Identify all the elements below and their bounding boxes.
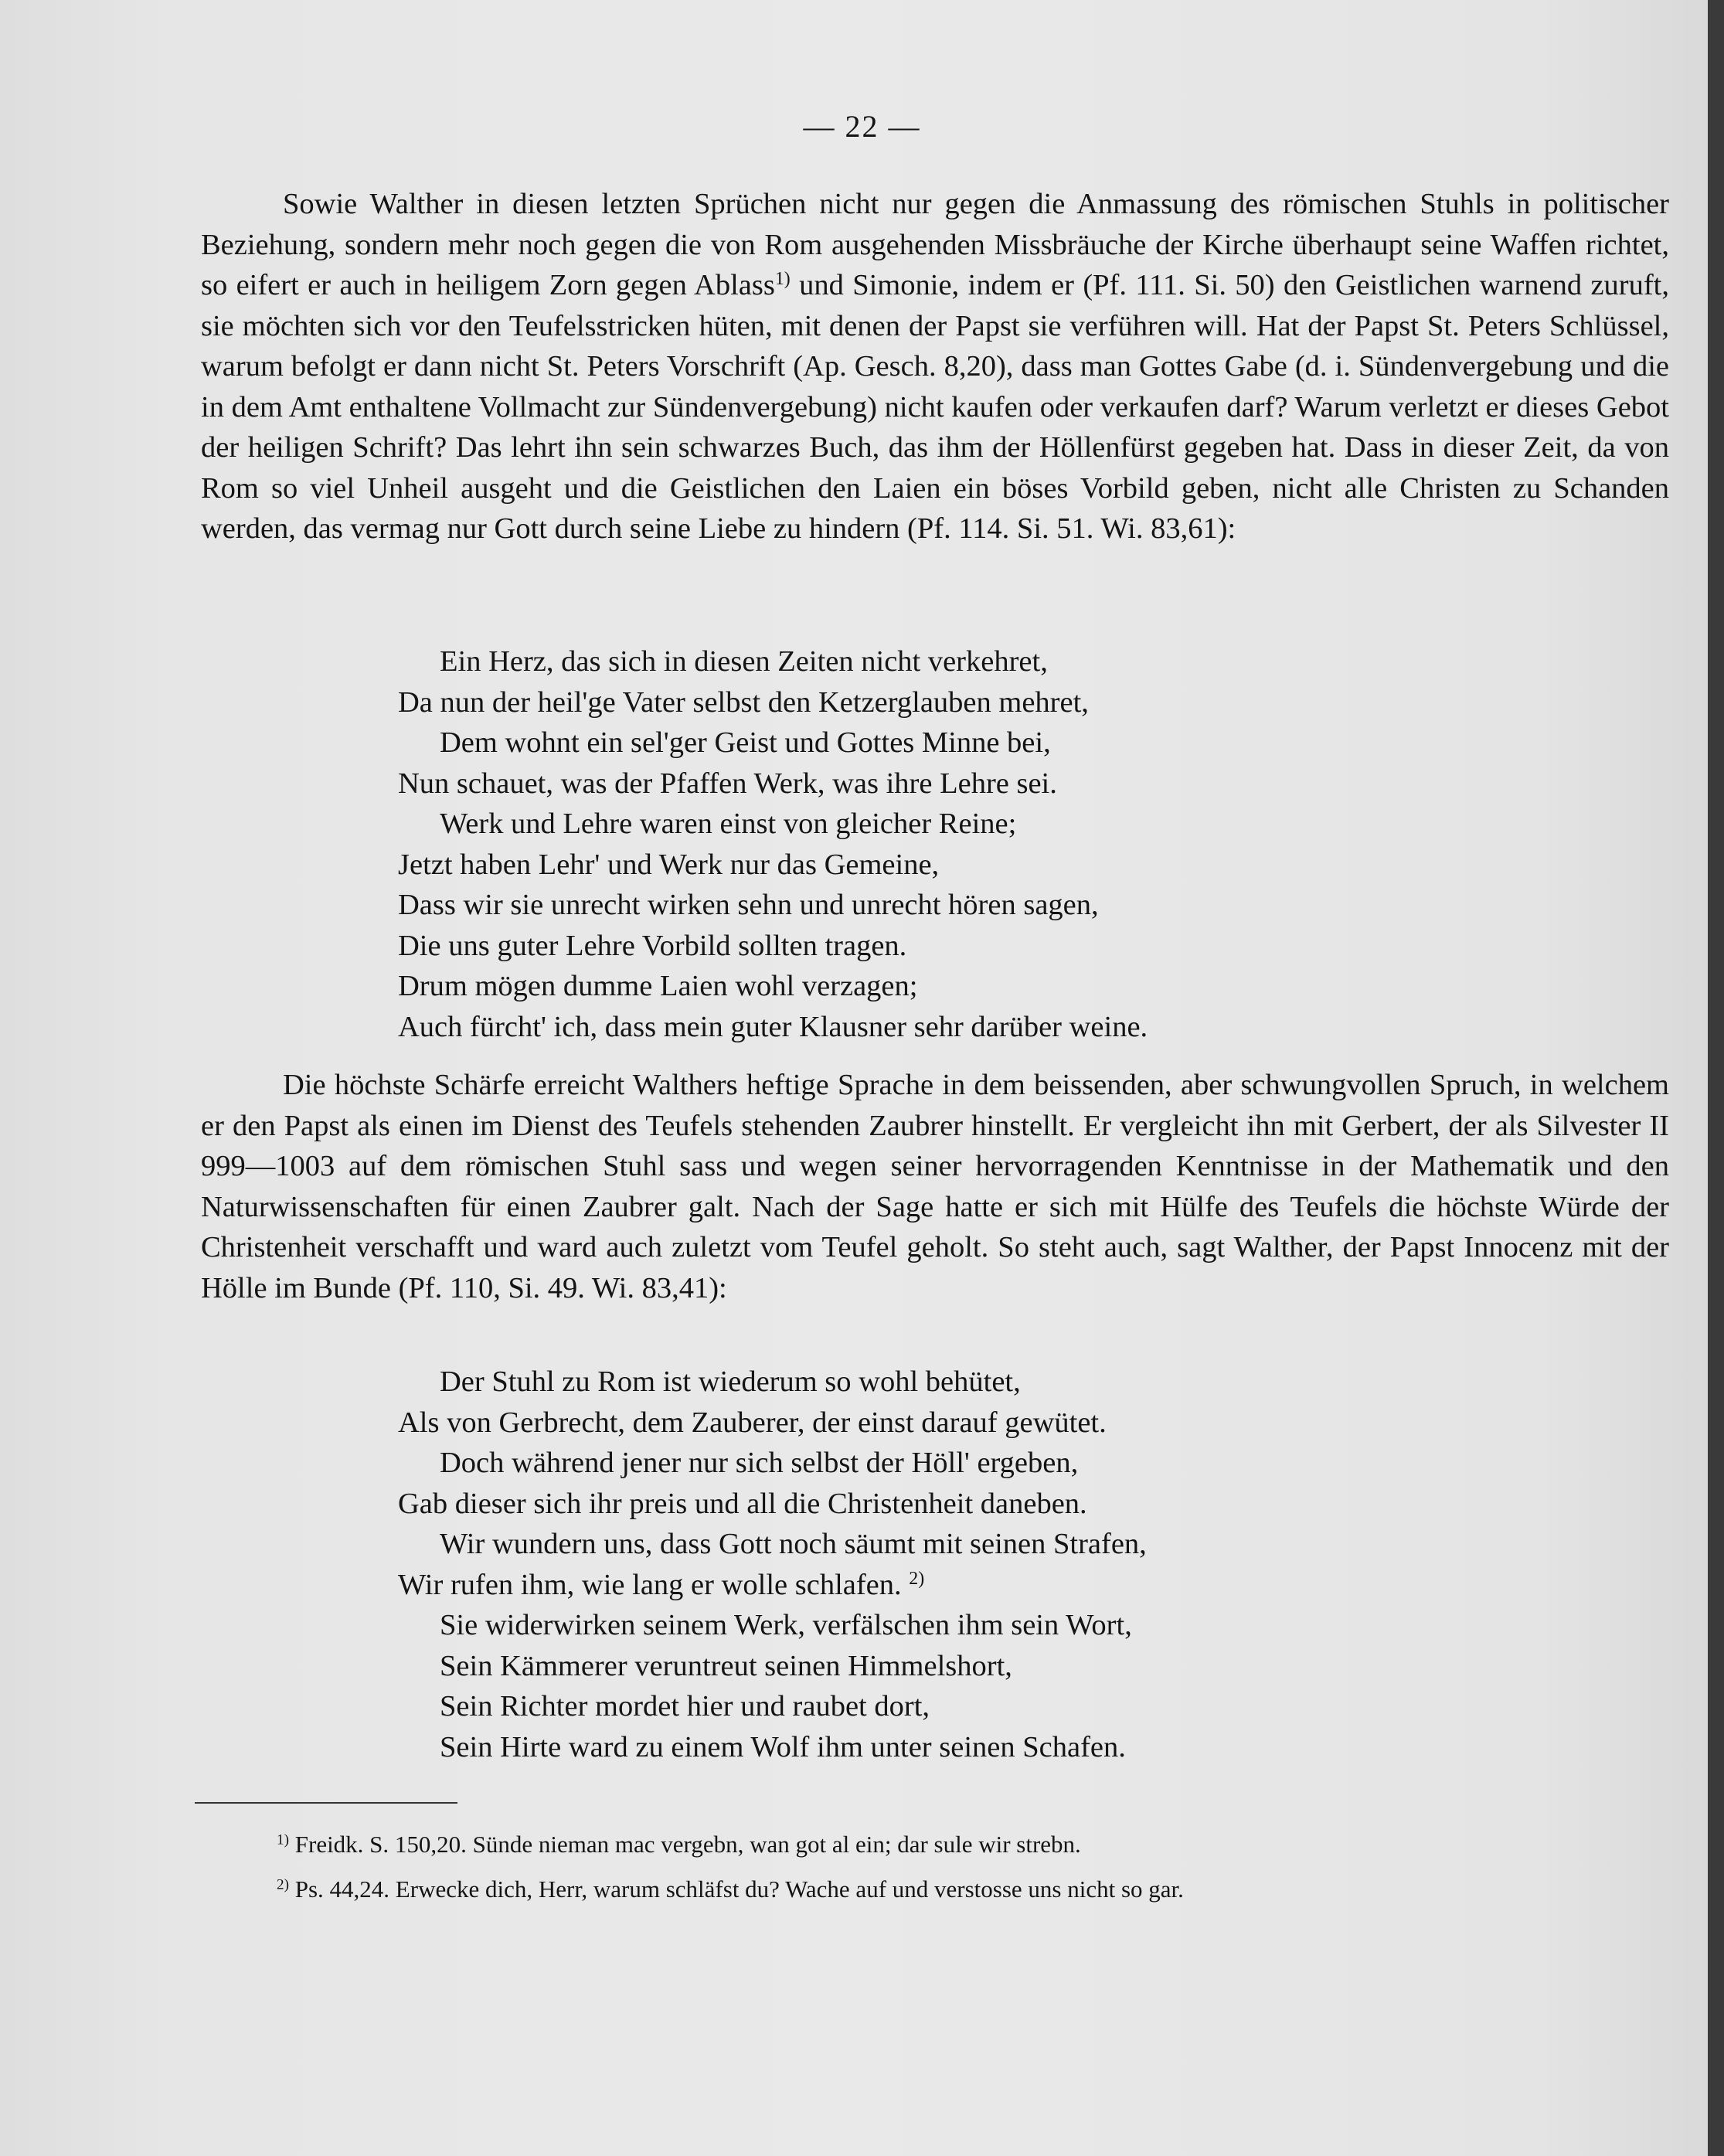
paragraph-2-text: Die höchste Schärfe erreicht Walthers heftige Sprache in dem beissenden, aber schwungvollen Spruch, in welchem er den Papst als einen im Dienst des Teufels stehenden Zaubrer hinstellt. Er vergleicht ihn mit Gerbert, der als Silvester II 999—1003 auf dem römischen Stuhl sass und wegen seiner hervorragenden Kenntnisse in der Mathematik und den Naturwissenschaften für einen Zaubrer galt. Nach der Sage hatte er sich mit Hülfe des Teufels die höchste Würde der Christenheit verschafft und ward auch zuletzt vom Teufel geholt. So steht auch, sagt Walther, der Papst Innocenz mit der Hölle im Bunde (Pf. 110, Si. 49. Wi. 83,41):: [201, 1069, 1669, 1304]
verse-line: Doch während jener nur sich selbst der Höll' ergeben,: [440, 1447, 1079, 1479]
verse-line-text: Wir rufen ihm, wie lang er wolle schlafen.: [398, 1568, 902, 1601]
verse-line: Drum mögen dumme Laien wohl verzagen;: [398, 970, 918, 1002]
paragraph-1: [201, 184, 1669, 549]
footnote-2-mark: 2): [277, 1876, 289, 1893]
footnote-1: [277, 1822, 1184, 1867]
verse-line-with-footnote: [398, 1565, 1147, 1606]
footnote-ref-2: 2): [909, 1568, 925, 1589]
footnote-separator: [195, 1802, 457, 1804]
verse-line: Wir wundern uns, dass Gott noch säumt mit seinen Strafen,: [440, 1528, 1147, 1560]
verse-line: Jetzt haben Lehr' und Werk nur das Gemeine,: [398, 848, 940, 881]
footnote-1-text: Freidk. S. 150,20. Sünde nieman mac vergebn, wan got al ein; dar sule wir strebn.: [294, 1831, 1081, 1858]
paragraph-1-text: [201, 184, 1669, 549]
footnote-ref-1: 1): [774, 268, 791, 289]
verse-line: Da nun der heil'ge Vater selbst den Ketzerglauben mehret,: [398, 685, 1089, 719]
verse-line: Nun schauet, was der Pfaffen Werk, was ihre Lehre sei.: [398, 767, 1057, 800]
footnotes: [277, 1822, 1184, 1912]
footnote-2-text: Ps. 44,24. Erwecke dich, Herr, warum schläfst du? Wache auf und verstosse uns nicht so gar.: [294, 1875, 1184, 1903]
verse-line: Dem wohnt ein sel'ger Geist und Gottes Minne bei,: [440, 726, 1051, 759]
verse-line: Sie widerwirken seinem Werk, verfälschen ihm sein Wort,: [440, 1609, 1132, 1641]
verse-block-2: [398, 1362, 1147, 1767]
verse-line: Der Stuhl zu Rom ist wiederum so wohl behütet,: [440, 1365, 1021, 1398]
verse-line: Die uns guter Lehre Vorbild sollten tragen.: [398, 929, 907, 962]
verse-line: Ein Herz, das sich in diesen Zeiten nicht verkehret,: [440, 645, 1048, 678]
verse-line: Gab dieser sich ihr preis und all die Christenheit daneben.: [398, 1487, 1087, 1520]
paragraph-1-before-footnote: Sowie Walther in diesen letzten Sprüchen nicht nur gegen die Anmassung des römischen Stuhls in politischer Beziehung, sondern mehr noch gegen die von Rom ausgehenden Missbräuche der Kirche überhaupt seine Waffen richtet, so eifert er auch in heiligem Zorn gegen Ablass: [201, 188, 1669, 301]
page-number: — 22 —: [803, 109, 921, 144]
verse-line: Auch fürcht' ich, dass mein guter Klausner sehr darüber weine.: [398, 1010, 1148, 1043]
verse-line: Sein Hirte ward zu einem Wolf ihm unter seinen Schafen.: [440, 1730, 1126, 1763]
paragraph-1-after-footnote: und Simonie, indem er (Pf. 111. Si. 50) den Geistlichen warnend zuruft, sie möchten sich vor den Teufelsstricken hüten, mit denen der Papst sie verführen will. Hat der Papst St. Peters Schlüssel, warum befolgt er dann nicht St. Peters Vorschrift (Ap. Gesch. 8,20), dass man Gottes Gabe (d. i. Sündenvergebung und die in dem Amt enthaltene Vollmacht zur Sündenvergebung) nicht kaufen oder verkaufen darf? Warum verletzt er dieses Gebot der heiligen Schrift? Das lehrt ihn sein schwarzes Buch, das ihm der Höllenfürst gegeben hat. Dass in dieser Zeit, da von Rom so viel Unheil ausgeht und die Geistlichen den Laien ein böses Vorbild geben, nicht alle Christen zu Schanden werden, das vermag nur Gott durch seine Liebe zu hindern (Pf. 114. Si. 51. Wi. 83,61):: [201, 269, 1669, 545]
verse-line: Sein Kämmerer veruntreut seinen Himmelshort,: [440, 1649, 1012, 1682]
paragraph-2: [201, 1065, 1669, 1308]
verse-block-1: [398, 641, 1148, 1047]
footnote-2: [277, 1867, 1184, 1912]
verse-line: Sein Richter mordet hier und raubet dort,: [440, 1690, 930, 1722]
scan-edge: [1708, 0, 1724, 2156]
verse-line: Werk und Lehre waren einst von gleicher Reine;: [440, 808, 1017, 840]
verse-line: Als von Gerbrecht, dem Zauberer, der einst darauf gewütet.: [398, 1406, 1107, 1439]
verse-line: Dass wir sie unrecht wirken sehn und unrecht hören sagen,: [398, 889, 1099, 921]
footnote-1-mark: 1): [277, 1831, 289, 1848]
